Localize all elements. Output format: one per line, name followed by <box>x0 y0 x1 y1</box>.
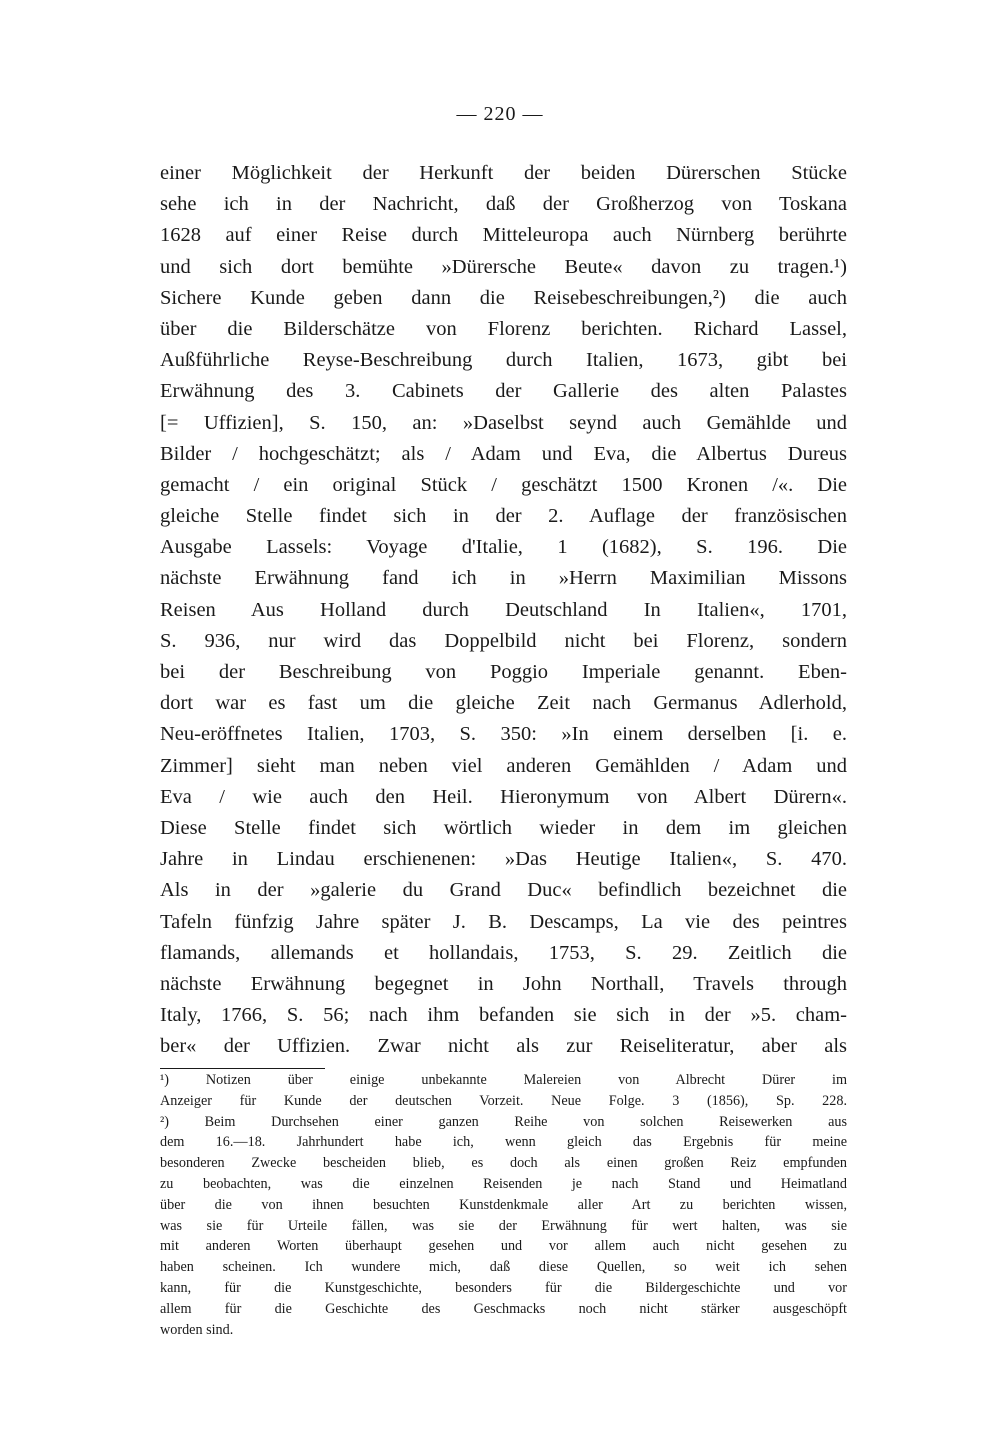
footnote-line: ²) Beim Durchsehen einer ganzen Reihe von solchen Reisewerken aus <box>160 1113 847 1130</box>
footnote-line: allem für die Geschichte des Geschmacks noch nicht stärker ausgeschöpft <box>160 1300 847 1317</box>
footnote-line: Anzeiger für Kunde der deutschen Vorzeit. Neue Folge. 3 (1856), Sp. 228. <box>160 1092 847 1109</box>
body-line: gleiche Stelle findet sich in der 2. Auflage der französischen <box>160 505 847 528</box>
body-line: S. 936, nur wird das Doppelbild nicht bei Florenz, sondern <box>160 629 847 652</box>
body-line: Jahre in Lindau erschienenen: »Das Heutige Italien«, S. 470. <box>160 848 847 871</box>
body-line: Tafeln fünfzig Jahre später J. B. Descamps, La vie des peintres <box>160 910 847 933</box>
footnote-line: worden sind. <box>160 1321 234 1338</box>
body-line: sehe ich in der Nachricht, daß der Großherzog von Toskana <box>160 193 847 216</box>
body-line: ber« der Uffizien. Zwar nicht als zur Reiseliteratur, aber als <box>160 1035 847 1058</box>
body-line: Als in der »galerie du Grand Duc« befindlich bezeichnet die <box>160 879 847 902</box>
body-line: Italy, 1766, S. 56; nach ihm befanden sie sich in der »5. cham- <box>160 1004 847 1027</box>
footnote-line: ¹) Notizen über einige unbekannte Malereien von Albrecht Dürer im <box>160 1072 847 1088</box>
footnote-line: kann, für die Kunstgeschichte, besonders für die Bildergeschichte und vor <box>160 1279 847 1296</box>
body-line: einer Möglichkeit der Herkunft der beiden Dürerschen Stücke <box>160 162 847 184</box>
body-line: Erwähnung des 3. Cabinets der Gallerie des alten Palastes <box>160 380 847 403</box>
footnote-line: zu beobachten, was die einzelnen Reisenden je nach Stand und Heimatland <box>160 1175 847 1192</box>
body-line: Reisen Aus Holland durch Deutschland In Italien«, 1701, <box>160 598 847 621</box>
body-line: Bilder / hochgeschätzt; als / Adam und Eva, die Albertus Dureus <box>160 442 847 465</box>
footnote-line: mit anderen Worten überhaupt gesehen und vor allem auch nicht gesehen zu <box>160 1238 847 1255</box>
body-line: Eva / wie auch den Heil. Hieronymum von Albert Dürern«. <box>160 785 847 808</box>
body-line: nächste Erwähnung fand ich in »Herrn Maximilian Missons <box>160 567 847 590</box>
body-line: [= Uffizien], S. 150, an: »Daselbst seynd auch Gemählde und <box>160 411 847 434</box>
body-line: Ausgabe Lassels: Voyage d'Italie, 1 (1682), S. 196. Die <box>160 536 847 559</box>
body-line: Diese Stelle findet sich wörtlich wieder in dem im gleichen <box>160 816 847 839</box>
body-line: dort war es fast um die gleiche Zeit nach Germanus Adlerhold, <box>160 692 847 715</box>
body-line: und sich dort bemühte »Dürersche Beute« davon zu tragen.¹) <box>160 255 847 278</box>
body-line: gemacht / ein original Stück / geschätzt 1500 Kronen /«. Die <box>160 473 847 496</box>
footnote-line: was sie für Urteile fällen, was sie der Erwähnung für wert halten, was sie <box>160 1217 847 1234</box>
body-line: 1628 auf einer Reise durch Mitteleuropa auch Nürnberg berührte <box>160 224 847 247</box>
page-number: — 220 — <box>456 103 544 125</box>
body-line: flamands, allemands et hollandais, 1753, S. 29. Zeitlich die <box>160 941 847 964</box>
body-text <box>160 158 847 1062</box>
footnote-separator <box>160 1068 325 1069</box>
footnote-line: über die von ihnen besuchten Kunstdenkmale aller Art zu berichten wissen, <box>160 1196 847 1213</box>
body-line: Außführliche Reyse-Beschreibung durch Italien, 1673, gibt bei <box>160 349 847 372</box>
footnote-line: haben scheinen. Ich wundere mich, daß diese Quellen, so weit ich sehen <box>160 1259 847 1276</box>
body-line: Zimmer] sieht man neben viel anderen Gemählden / Adam und <box>160 754 847 777</box>
footnote-line: dem 16.—18. Jahrhundert habe ich, wenn gleich das Ergebnis für meine <box>160 1134 847 1151</box>
body-line: nächste Erwähnung begegnet in John Northall, Travels through <box>160 972 847 995</box>
body-line: Sichere Kunde geben dann die Reisebeschreibungen,²) die auch <box>160 286 847 309</box>
body-line: über die Bilderschätze von Florenz berichten. Richard Lassel, <box>160 317 847 340</box>
footnote-line: besonderen Zwecke bescheiden blieb, es doch als einen großen Reiz empfunden <box>160 1155 847 1172</box>
body-line: bei der Beschreibung von Poggio Imperiale genannt. Eben- <box>160 661 847 683</box>
footnotes <box>160 1070 847 1340</box>
body-line: Neu-eröffnetes Italien, 1703, S. 350: »In einem derselben [i. e. <box>160 723 847 746</box>
